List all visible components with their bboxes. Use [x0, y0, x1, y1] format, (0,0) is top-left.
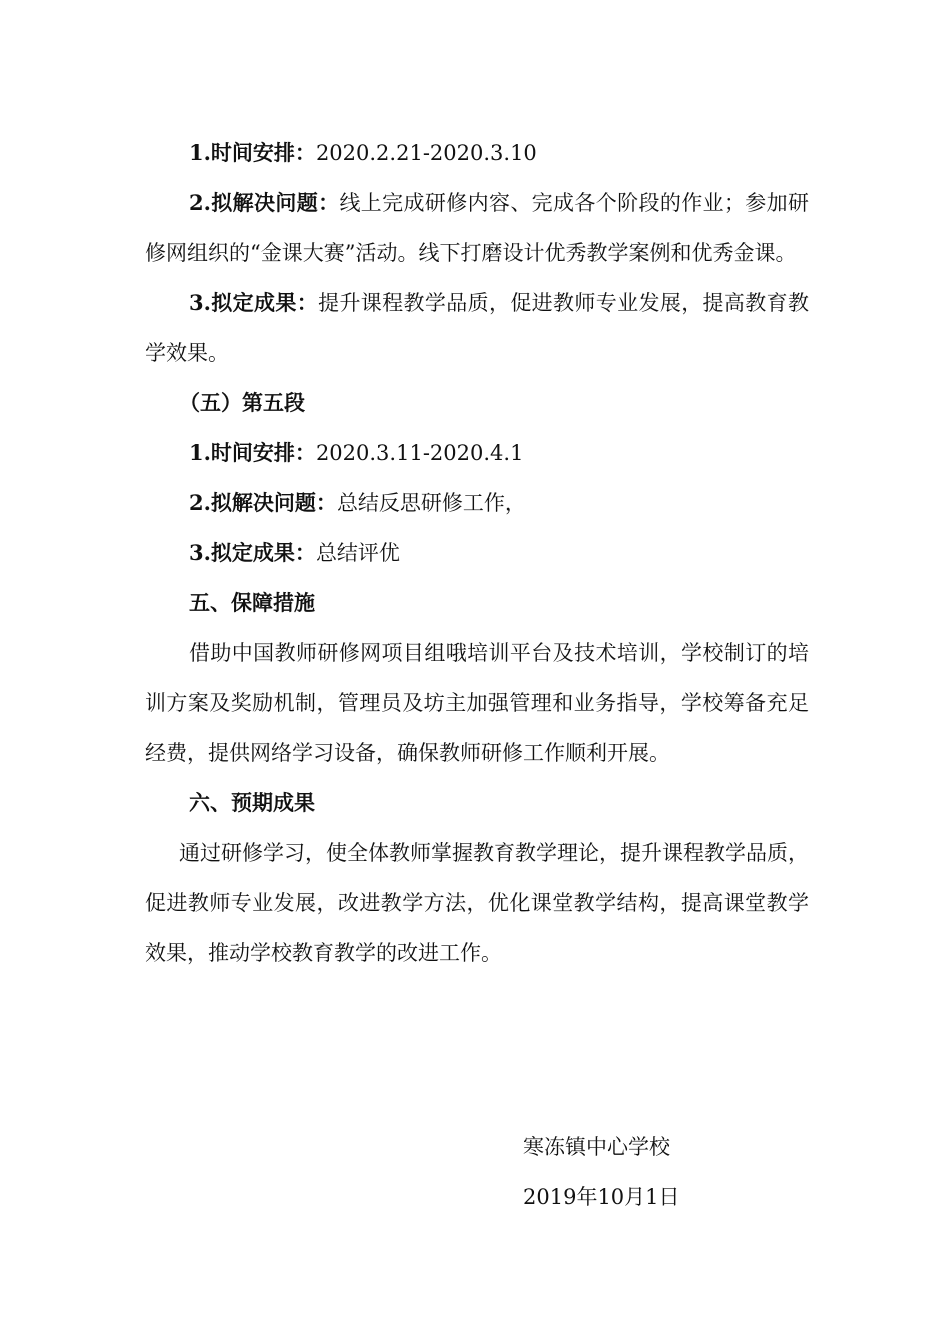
stage4-problem-value: 线上完成研修内容、完成各个阶段的作业；参加研修网组织的“金课大赛”活动。线下打磨设计优秀教学案例和优秀金课。 [145, 191, 809, 265]
stage4-result [145, 278, 809, 378]
signature-date: 2019年10月1日 [523, 1185, 680, 1209]
stage5-result [145, 528, 809, 578]
stage5-result-value: 总结评优 [315, 541, 400, 565]
stage4-problem-label: 2.拟解决问题： [189, 190, 340, 215]
stage4-time-value: 2020.2.21-2020.3.10 [315, 141, 537, 165]
signature-org: 寒冻镇中心学校 [523, 1135, 670, 1159]
stage4-time-label: 1.时间安排： [189, 140, 316, 165]
stage5-problem [145, 478, 809, 528]
section5-heading: 五、保障措施 [189, 590, 315, 615]
document-page [145, 128, 809, 978]
stage4-result-label: 3.拟定成果： [189, 290, 319, 315]
stage5-time [145, 428, 809, 478]
section5-body: 借助中国教师研修网项目组哦培训平台及技术培训，学校制订的培训方案及奖励机制，管理员及坊主加强管理和业务指导，学校筹备充足经费，提供网络学习设备，确保教师研修工作顺利开展。 [145, 641, 809, 765]
stage4-time [145, 128, 809, 178]
stage5-time-value: 2020.3.11-2020.4.1 [315, 441, 524, 465]
stage5-problem-value: 总结反思研修工作， [336, 491, 526, 515]
stage5-time-label: 1.时间安排： [189, 440, 316, 465]
stage4-result-value: 提升课程教学品质，促进教师专业发展，提高教育教学效果。 [145, 291, 809, 365]
stage5-heading: （五）第五段 [179, 390, 305, 415]
stage5-problem-label: 2.拟解决问题： [189, 490, 337, 515]
section6-body: 通过研修学习，使全体教师掌握教育教学理论，提升课程教学品质，促进教师专业发展，改进教学方法，优化课堂教学结构，提高课堂教学效果，推动学校教育教学的改进工作。 [145, 841, 809, 965]
section6-heading: 六、预期成果 [189, 790, 315, 815]
stage5-result-label: 3.拟定成果： [189, 540, 316, 565]
stage4-problem [145, 178, 809, 278]
